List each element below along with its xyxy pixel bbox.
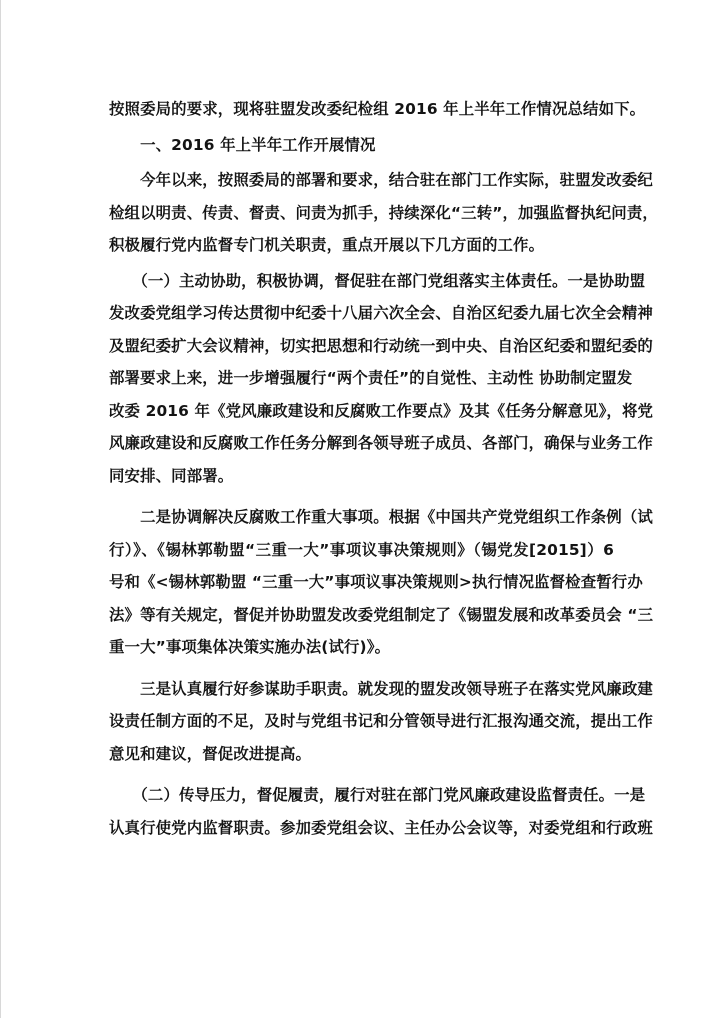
paragraph-line: （一）主动协助，积极协调，督促驻在部门党组落实主体责任。一是协助盟 [109, 271, 646, 290]
paragraph-line: 部署要求上来，进一步增强履行“两个责任”的自觉性、主动性 协助制定盟发 [109, 369, 633, 387]
paragraph-line: 意见和建议，督促改进提高。 [109, 744, 312, 763]
paragraph-line: 改委 2016 年《党风廉政建设和反腐败工作要点》及其《任务分解意见》，将党 [109, 401, 654, 420]
paragraph-line: 重一大”事项集体决策实施办法(试行)》。 [109, 638, 391, 656]
paragraph-line: 积极履行党内监督专门机关职责，重点开展以下几方面的工作。 [109, 236, 545, 254]
paragraph-line: （二）传导压力，督促履责，履行对驻在部门党风廉政建设监督责任。一是 [109, 786, 646, 804]
paragraph-line: 及盟纪委扩大会议精神，切实把思想和行动统一到中央、自治区纪委和盟纪委的 [109, 336, 653, 355]
paragraph-line: 发改委党组学习传达贯彻中纪委十八届六次全会、自治区纪委九届七次全会精神 [109, 304, 653, 322]
paragraph-line: 号和《<锡林郭勒盟 “三重一大”事项议事决策规则>执行情况监督检查暂行办 [109, 573, 643, 591]
paragraph-line: 检组以明责、传责、督责、问责为抓手，持续深化“三转”，加强监督执纪问责， [109, 203, 658, 222]
paragraph-line: 认真行使党内监督职责。参加委党组会议、主任办公会议等，对委党组和行政班 [109, 818, 653, 837]
section-heading: 一、2016 年上半年工作开展情况 [109, 135, 376, 154]
paragraph-line: 今年以来，按照委局的部署和要求，结合驻在部门工作实际，驻盟发改委纪 [109, 171, 653, 189]
paragraph-line: 设责任制方面的不足，及时与党组书记和分管领导进行汇报沟通交流，提出工作 [109, 712, 653, 730]
paragraph-line: 二是协调解决反腐败工作重大事项。根据《中国共产党党组织工作条例（试 [109, 508, 653, 526]
document-body [109, 93, 658, 844]
paragraph-line: 法》等有关规定，督促并协助盟发改委党组制定了《锡盟发展和改革委员会 “三 [109, 605, 654, 624]
paragraph-line: 行）》、《锡林郭勒盟“三重一大”事项议事决策规则》（锡党发[2015]）6 [109, 540, 614, 559]
intro-line: 按照委局的要求，现将驻盟发改委纪检组 2016 年上半年工作情况总结如下。 [109, 100, 646, 118]
paragraph-line: 三是认真履行好参谋助手职责。就发现的盟发改领导班子在落实党风廉政建 [109, 679, 653, 698]
paragraph-line: 同安排、同部署。 [109, 466, 234, 485]
paragraph-line: 风廉政建设和反腐败工作任务分解到各领导班子成员、各部门，确保与业务工作 [109, 434, 653, 452]
